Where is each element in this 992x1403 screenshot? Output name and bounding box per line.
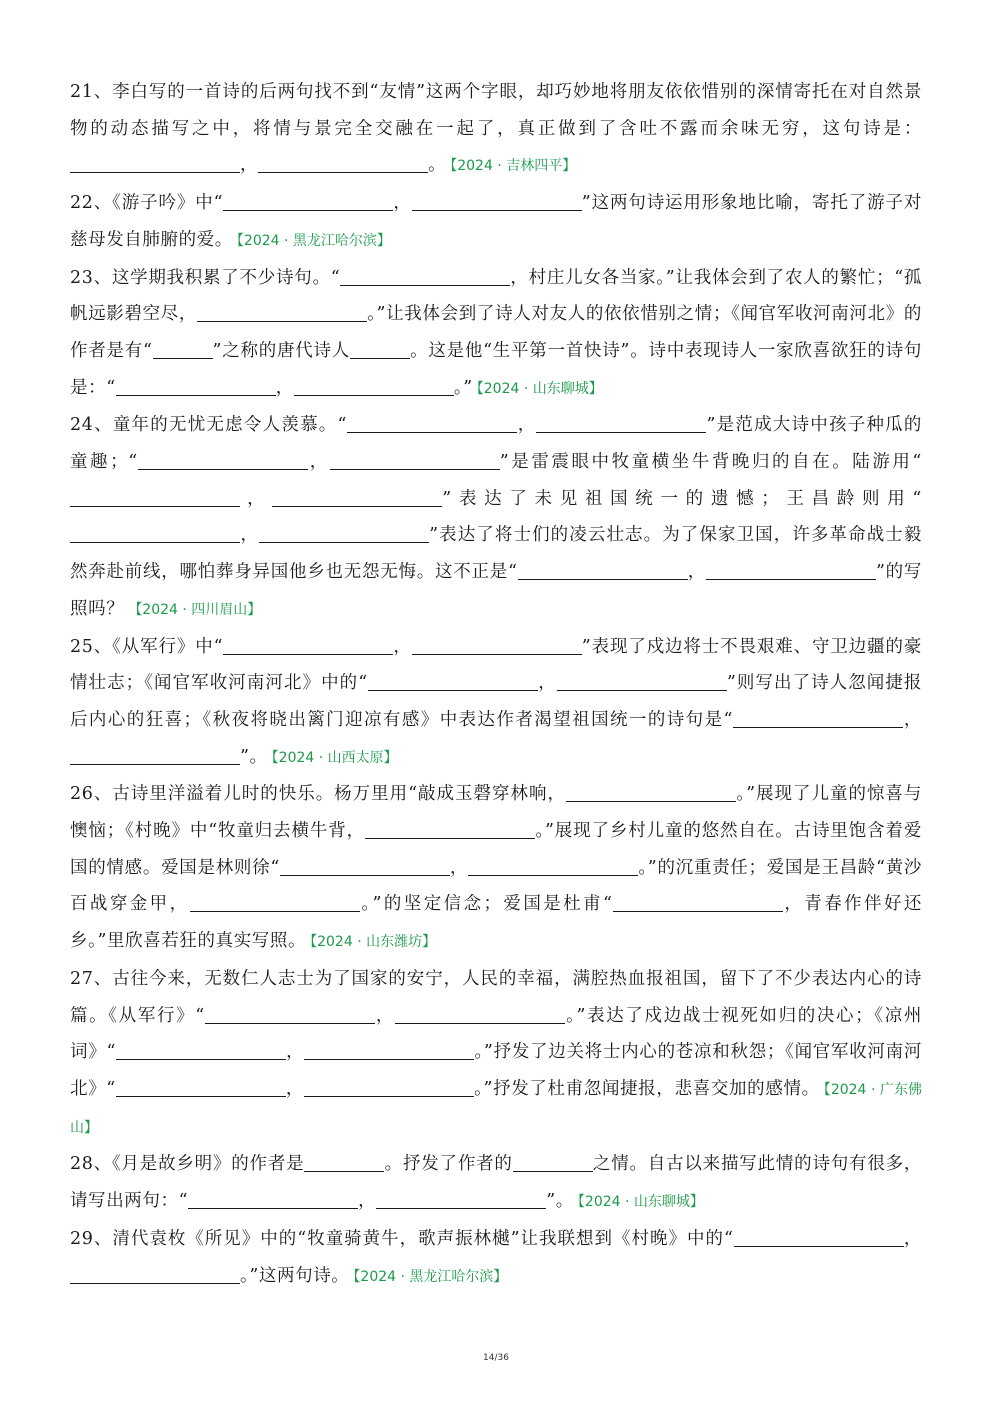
answer-blank[interactable] — [223, 193, 393, 212]
question-text: 。 — [428, 155, 447, 176]
question-list — [70, 74, 922, 1295]
answer-blank[interactable] — [350, 340, 410, 359]
answer-blank[interactable] — [190, 894, 360, 913]
worksheet-page — [70, 74, 922, 1295]
source-tag: 【2024 · 山东聊城】 — [577, 1194, 704, 1211]
answer-blank[interactable] — [330, 452, 500, 471]
answer-blank[interactable] — [340, 267, 510, 286]
question-text: ”是雷震眼中牧童横坐牛背晚归的自在。陆游用“ — [499, 452, 922, 473]
answer-blank[interactable] — [70, 488, 240, 507]
question-text: 。”这两句诗。 — [240, 1265, 350, 1286]
answer-blank[interactable] — [116, 1042, 286, 1061]
question-text: ，村庄儿女各当家。”让我体会到了农人的繁忙；“孤帆远影碧空尽， — [70, 267, 922, 325]
question-23 — [70, 260, 922, 408]
question-text: 。”让我体会到了诗人对友人的依依惜别之情；《闻官军收河南河北》的作者是有“ — [70, 304, 922, 361]
answer-blank[interactable] — [513, 1154, 593, 1173]
source-tag: 【2024 · 山东聊城】 — [476, 380, 603, 397]
answer-blank[interactable] — [70, 155, 240, 174]
question-text: ”表达了未见祖国统一的遗憾；王昌龄则用“ — [442, 488, 922, 509]
answer-blank[interactable] — [205, 1005, 375, 1024]
question-text: ，青春作伴好还乡。”里欣喜若狂的真实写照。 — [70, 894, 923, 952]
question-text: ， — [393, 636, 412, 657]
answer-blank[interactable] — [706, 562, 876, 581]
question-text: ， — [449, 857, 469, 878]
answer-blank[interactable] — [153, 340, 213, 359]
answer-blank[interactable] — [412, 193, 582, 212]
question-25 — [70, 629, 922, 777]
question-text: ， — [358, 1191, 377, 1212]
question-text: ”。 — [240, 746, 268, 767]
answer-blank[interactable] — [258, 155, 428, 174]
answer-blank[interactable] — [733, 709, 903, 728]
question-text: ， — [903, 709, 923, 730]
question-text: 。”表达了戍边战士视死如归的决心；《凉州词》“ — [70, 1005, 922, 1063]
question-text: ”表达了将士们的凌云壮志。为了保家卫国，许多革命战士毅然奔赴前线，哪怕葬身异国他乡也无怨无悔。这不正是“ — [70, 525, 922, 583]
question-text: 28、《月是故乡明》的作者是 — [70, 1154, 305, 1175]
question-text: ， — [393, 193, 412, 214]
answer-blank[interactable] — [70, 525, 240, 544]
question-21 — [70, 74, 922, 185]
question-26 — [70, 776, 922, 961]
question-text: 。”抒发了杜甫忽闻捷报，悲喜交加的感情。 — [474, 1078, 820, 1099]
answer-blank[interactable] — [116, 377, 276, 396]
answer-blank[interactable] — [272, 488, 442, 507]
question-text: ， — [286, 1042, 305, 1063]
answer-blank[interactable] — [138, 452, 308, 471]
answer-blank[interactable] — [223, 636, 393, 655]
answer-blank[interactable] — [518, 562, 688, 581]
answer-blank[interactable] — [734, 1228, 904, 1247]
question-text: ”则写出了诗人忽闻捷报后内心的狂喜；《秋夜将晓出篱门迎凉有感》中表达作者渴望祖国统一的诗句是“ — [70, 673, 922, 730]
question-text: 。”的沉重责任；爱国是王昌龄“黄沙百战穿金甲， — [70, 857, 922, 915]
question-text: ， — [240, 525, 260, 546]
source-tag: 【2024 · 黑龙江哈尔滨】 — [236, 232, 391, 249]
answer-blank[interactable] — [280, 857, 450, 876]
answer-blank[interactable] — [70, 746, 240, 765]
source-tag: 【2024 · 四川眉山】 — [128, 601, 262, 618]
question-text: ， — [687, 562, 706, 583]
question-text: ”这两句诗运用形象地比喻，寄托了游子对慈母发自肺腑的爱。 — [70, 193, 922, 250]
answer-blank[interactable] — [70, 1265, 240, 1284]
answer-blank[interactable] — [376, 1191, 546, 1210]
source-tag: 【2024 · 山西太原】 — [271, 749, 398, 766]
page-number: 14/36 — [483, 1353, 509, 1363]
question-text: ， — [285, 1078, 305, 1099]
answer-blank[interactable] — [294, 377, 454, 396]
source-tag: 【2024 · 山东潍坊】 — [310, 934, 437, 951]
source-tag: 【2024 · 吉林四平】 — [450, 158, 577, 175]
question-text: ， — [275, 377, 294, 398]
question-text: ， — [307, 452, 330, 473]
answer-blank[interactable] — [197, 304, 367, 323]
answer-blank[interactable] — [536, 415, 706, 434]
question-text: ”。 — [546, 1191, 574, 1212]
question-text: 。这是他“生平第一首快诗”。诗中表现诗人一家欣喜欲狂的诗句是：“ — [70, 340, 923, 398]
answer-blank[interactable] — [188, 1191, 358, 1210]
answer-blank[interactable] — [365, 821, 535, 840]
answer-blank[interactable] — [304, 1042, 474, 1061]
question-text: 25、《从军行》中“ — [70, 636, 224, 657]
answer-blank[interactable] — [368, 673, 538, 692]
question-text: 23、这学期我积累了不少诗句。“ — [70, 267, 341, 288]
answer-blank[interactable] — [412, 636, 582, 655]
question-29 — [70, 1221, 922, 1295]
question-24 — [70, 407, 922, 628]
answer-blank[interactable] — [468, 857, 638, 876]
answer-blank[interactable] — [304, 1154, 384, 1173]
answer-blank[interactable] — [557, 673, 727, 692]
answer-blank[interactable] — [116, 1078, 286, 1097]
question-text: 26、古诗里洋溢着儿时的快乐。杨万里用“敲成玉磬穿林响， — [70, 784, 566, 805]
question-text: ”之称的唐代诗人 — [212, 340, 350, 361]
question-text: ， — [537, 673, 557, 694]
question-text: 。”展现了儿童的惊喜与懊恼；《村晚》中“牧童归去横牛背， — [70, 784, 923, 842]
question-text: 22、《游子吟》中“ — [70, 193, 224, 214]
answer-blank[interactable] — [304, 1078, 474, 1097]
question-text: 。”抒发了边关将士内心的苍凉和秋怨；《闻官军收河南河北》“ — [70, 1042, 923, 1099]
answer-blank[interactable] — [395, 1005, 565, 1024]
question-text: 。”的坚定信念；爱国是杜甫“ — [359, 894, 613, 915]
answer-blank[interactable] — [347, 415, 517, 434]
question-text: ， — [374, 1005, 396, 1026]
question-text: ， — [240, 488, 273, 509]
question-text: 。”展现了乡村儿童的悠然自在。古诗里饱含着爱国的情感。爱国是林则徐“ — [70, 821, 922, 878]
question-text: ”表现了戍边将士不畏艰难、守卫边疆的豪情壮志；《闻官军收河南河北》中的“ — [70, 636, 922, 694]
question-text: 。抒发了作者的 — [384, 1154, 513, 1175]
question-22 — [70, 185, 922, 259]
question-text: 21、李白写的一首诗的后两句找不到“友情”这两个字眼，却巧妙地将朋友依依惜别的深情寄托在对自然景物的动态描写之中，将情与景完全交融在一起了，真正做到了含吐不露而余味无穷，这句诗是： — [70, 82, 922, 139]
question-text: 24、童年的无忧无虑令人羡慕。“ — [70, 415, 348, 436]
question-text: ”是范成大诗中孩子种瓜的童趣；“ — [70, 415, 922, 473]
answer-blank[interactable] — [566, 784, 736, 803]
question-text: 之情。自古以来描写此情的诗句有很多，请写出两句：“ — [70, 1154, 923, 1212]
answer-blank[interactable] — [613, 894, 783, 913]
question-text: ， — [240, 155, 259, 176]
question-27 — [70, 961, 922, 1147]
question-text: 27、古往今来，无数仁人志士为了国家的安宁，人民的幸福，满腔热血报祖国，留下了不少表达内心的诗篇。《从军行》“ — [70, 968, 922, 1026]
answer-blank[interactable] — [259, 525, 429, 544]
question-text: 。” — [453, 377, 473, 398]
question-text: ， — [517, 415, 537, 436]
question-text: ”的写照吗？ — [70, 562, 922, 619]
source-tag: 【2024 · 黑龙江哈尔滨】 — [353, 1268, 508, 1285]
question-28 — [70, 1146, 922, 1220]
question-text: ， — [903, 1228, 922, 1249]
source-tag: 【2024 · 广东佛山】 — [70, 1081, 922, 1136]
question-text: 29、清代袁枚《所见》中的“牧童骑黄牛，歌声振林樾”让我联想到《村晚》中的“ — [70, 1228, 734, 1249]
